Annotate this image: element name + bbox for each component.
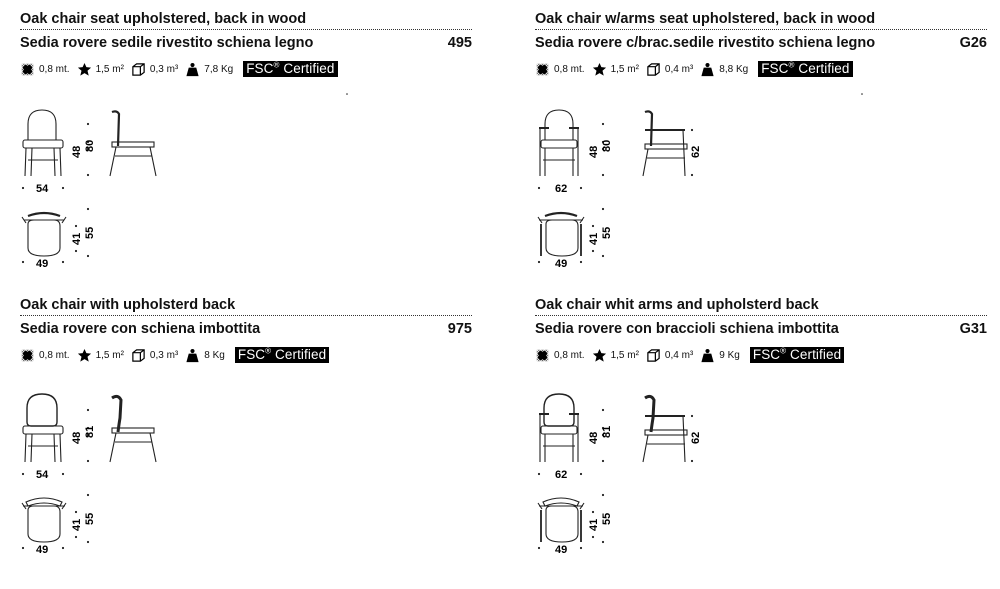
spec-weight: 9 Kg bbox=[700, 348, 740, 363]
dim-seat-height: 48 bbox=[71, 145, 83, 158]
product-card-g26 bbox=[535, 10, 987, 295]
product-card-g31 bbox=[535, 296, 987, 581]
spec-fabric: 0,8 mt. bbox=[20, 348, 70, 363]
weight-icon bbox=[185, 62, 200, 77]
product-card-975 bbox=[20, 296, 472, 581]
fabric-swatch-icon bbox=[20, 348, 35, 363]
fsc-badge: FSC® Certified bbox=[758, 61, 852, 77]
leather-hide-icon bbox=[77, 62, 92, 77]
box-volume-icon bbox=[131, 62, 146, 77]
dim-top-width: 49 bbox=[555, 544, 568, 556]
spec-weight: 8 Kg bbox=[185, 348, 225, 363]
weight-icon bbox=[700, 62, 715, 77]
spec-weight: 7,8 Kg bbox=[185, 62, 233, 77]
fabric-swatch-icon bbox=[20, 62, 35, 77]
dim-arm-height: 62 bbox=[690, 431, 702, 444]
spec-weight: 8,8 Kg bbox=[700, 62, 748, 77]
dim-width: 54 bbox=[36, 183, 49, 195]
spec-fabric: 0,8 mt. bbox=[535, 348, 585, 363]
chair-drawings bbox=[20, 382, 472, 581]
spec-volume: 0,4 m³ bbox=[646, 62, 693, 77]
chair-technical-drawing bbox=[20, 96, 472, 295]
product-title-en: Oak chair w/arms seat upholstered, back in wood bbox=[535, 10, 987, 30]
spec-row bbox=[535, 345, 987, 365]
product-title-it: Sedia rovere con schiena imbottita bbox=[20, 321, 261, 337]
fsc-badge: FSC® Certified bbox=[243, 61, 337, 77]
dim-total-height: 80 bbox=[84, 139, 96, 152]
product-title-en: Oak chair with upholsterd back bbox=[20, 296, 472, 316]
dim-total-height: 81 bbox=[84, 425, 96, 438]
spec-row bbox=[20, 345, 472, 365]
dim-seat-height: 48 bbox=[588, 431, 600, 444]
spec-leather: 1,5 m² bbox=[77, 62, 124, 77]
product-title-it: Sedia rovere sedile rivestito schiena legno bbox=[20, 35, 314, 51]
chair-technical-drawing bbox=[535, 96, 987, 295]
dim-depth: 55 bbox=[84, 226, 96, 239]
dim-total-height: 81 bbox=[601, 425, 613, 438]
dim-depth: 55 bbox=[601, 512, 613, 525]
spec-volume: 0,3 m³ bbox=[131, 62, 178, 77]
dim-depth: 55 bbox=[601, 226, 613, 239]
spec-fabric: 0,8 mt. bbox=[20, 62, 70, 77]
box-volume-icon bbox=[131, 348, 146, 363]
fabric-swatch-icon bbox=[535, 348, 550, 363]
product-code: 975 bbox=[447, 321, 472, 337]
dim-seat-height: 48 bbox=[588, 145, 600, 158]
chair-drawings bbox=[535, 382, 987, 581]
product-card-495 bbox=[20, 10, 472, 295]
leather-hide-icon bbox=[77, 348, 92, 363]
spec-fabric: 0,8 mt. bbox=[535, 62, 585, 77]
chair-drawings bbox=[20, 96, 472, 295]
product-title-en: Oak chair seat upholstered, back in wood bbox=[20, 10, 472, 30]
spec-volume: 0,3 m³ bbox=[131, 348, 178, 363]
chair-technical-drawing bbox=[535, 382, 987, 581]
chair-drawings bbox=[535, 96, 987, 295]
dim-depth: 55 bbox=[84, 512, 96, 525]
dim-top-width: 49 bbox=[555, 258, 568, 270]
weight-icon bbox=[185, 348, 200, 363]
dim-width: 62 bbox=[555, 469, 568, 481]
spec-volume: 0,4 m³ bbox=[646, 348, 693, 363]
product-title-it: Sedia rovere c/brac.sedile rivestito schiena legno bbox=[535, 35, 876, 51]
weight-icon bbox=[700, 348, 715, 363]
dim-arm-height: 62 bbox=[690, 145, 702, 158]
spec-row bbox=[20, 59, 472, 79]
box-volume-icon bbox=[646, 348, 661, 363]
fsc-badge: FSC® Certified bbox=[750, 347, 844, 363]
product-code: G31 bbox=[959, 321, 987, 337]
leather-hide-icon bbox=[592, 62, 607, 77]
dim-top-width: 49 bbox=[36, 258, 49, 270]
dim-width: 54 bbox=[36, 469, 49, 481]
spec-leather: 1,5 m² bbox=[592, 62, 639, 77]
fsc-badge: FSC® Certified bbox=[235, 347, 329, 363]
chair-technical-drawing bbox=[20, 382, 472, 581]
product-code: 495 bbox=[447, 35, 472, 51]
dim-width: 62 bbox=[555, 183, 568, 195]
spec-row bbox=[535, 59, 987, 79]
dim-seat-depth: 41 bbox=[71, 518, 83, 531]
product-code: G26 bbox=[959, 35, 987, 51]
dim-seat-depth: 41 bbox=[71, 232, 83, 245]
fabric-swatch-icon bbox=[535, 62, 550, 77]
spec-leather: 1,5 m² bbox=[77, 348, 124, 363]
dim-seat-depth: 41 bbox=[588, 232, 600, 245]
spec-leather: 1,5 m² bbox=[592, 348, 639, 363]
dim-seat-depth: 41 bbox=[588, 518, 600, 531]
box-volume-icon bbox=[646, 62, 661, 77]
product-title-it: Sedia rovere con braccioli schiena imbottita bbox=[535, 321, 839, 337]
leather-hide-icon bbox=[592, 348, 607, 363]
dim-seat-height: 48 bbox=[71, 431, 83, 444]
product-title-en: Oak chair whit arms and upholsterd back bbox=[535, 296, 987, 316]
dim-top-width: 49 bbox=[36, 544, 49, 556]
dim-total-height: 80 bbox=[601, 139, 613, 152]
